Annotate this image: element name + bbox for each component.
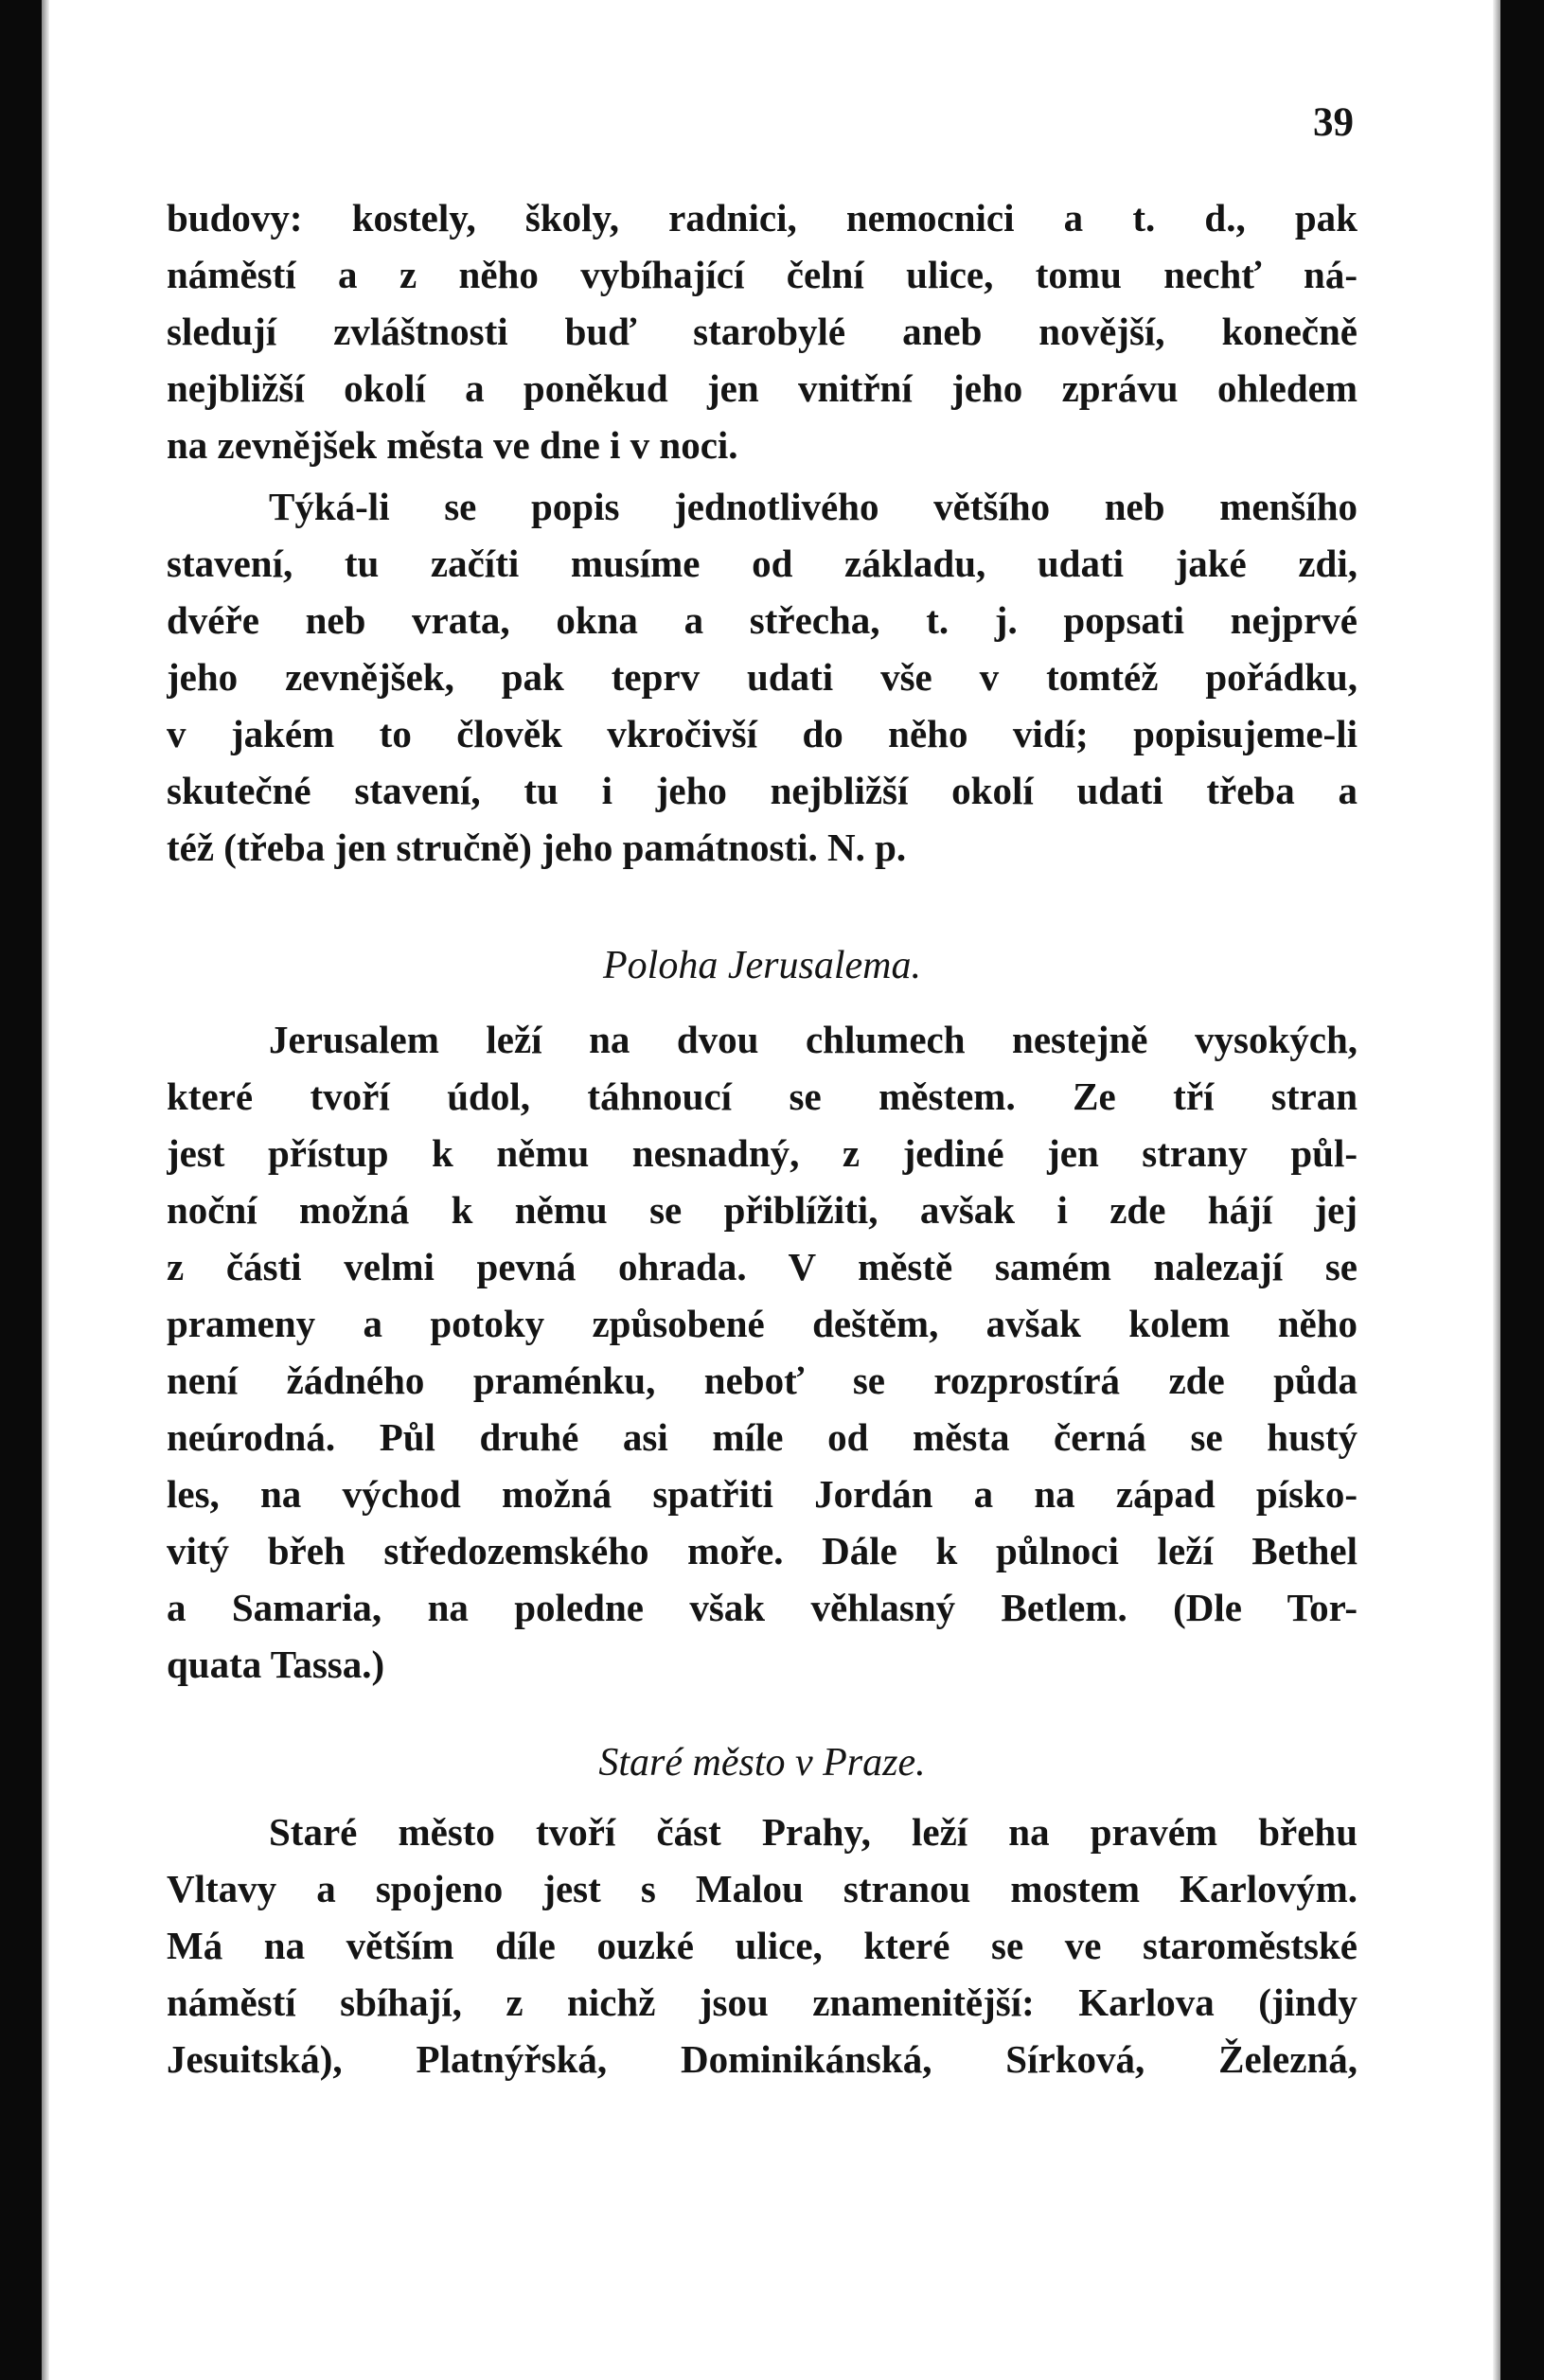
text-line: les, na východ možná spatřiti Jordán a na západ písko- <box>167 1472 1358 1516</box>
text-line: na zevnějšek města ve dne i v noci. <box>167 423 738 467</box>
text-line: jeho zevnějšek, pak teprv udati vše v tomtéž pořádku, <box>167 655 1358 699</box>
text-line: vitý břeh středozemského moře. Dále k půlnoci leží Bethel <box>167 1529 1358 1572</box>
section-body-jerusalem <box>167 1011 1358 1693</box>
page-number: 39 <box>1313 100 1354 145</box>
scan-border-left-shadow <box>42 0 49 2380</box>
section-heading-jerusalem: Poloha Jerusalema. <box>603 944 921 987</box>
text-line: stavení, tu začíti musíme od základu, udati jaké zdi, <box>167 542 1358 585</box>
text-line: quata Tassa.) <box>167 1643 385 1686</box>
scan-border-left <box>0 0 42 2380</box>
text-line: dvéře neb vrata, okna a střecha, t. j. popsati nejprvé <box>167 598 1358 642</box>
text-line: náměstí sbíhají, z nichž jsou znamenitější: Karlova (jindy <box>167 1980 1358 2024</box>
text-line: prameny a potoky způsobené deštěm, avšak kolem něho <box>167 1302 1358 1345</box>
text-line: budovy: kostely, školy, radnici, nemocnici a t. d., pak <box>167 196 1358 240</box>
text-line: Vltavy a spojeno jest s Malou stranou mostem Karlovým. <box>167 1867 1358 1910</box>
text-line: jest přístup k němu nesnadný, z jediné jen strany půl- <box>167 1131 1358 1175</box>
paragraph-description <box>167 478 1358 876</box>
text-line: noční možná k němu se přiblížiti, avšak i zde hájí jej <box>167 1188 1358 1232</box>
text-line: nejbližší okolí a poněkud jen vnitřní jeho zprávu ohledem <box>167 366 1358 410</box>
text-line: Jesuitská), Platnýřská, Dominikánská, Sírková, Železná, <box>167 2037 1358 2081</box>
intro-paragraph <box>167 189 1358 473</box>
text-line: Staré město tvoří část Prahy, leží na pravém břehu <box>269 1810 1358 1854</box>
section-heading-prague: Staré město v Praze. <box>598 1741 926 1785</box>
text-line: náměstí a z něho vybíhající čelní ulice, tomu nechť ná- <box>167 253 1358 296</box>
text-line: Jerusalem leží na dvou chlumech nestejně vysokých, <box>269 1018 1358 1061</box>
text-line: z části velmi pevná ohrada. V městě samém nalezají se <box>167 1245 1358 1288</box>
text-line: též (třeba jen stručně) jeho památnosti. N. p. <box>167 826 907 869</box>
section-body-prague <box>167 1803 1358 2087</box>
text-line: a Samaria, na poledne však věhlasný Betlem. (Dle Tor- <box>167 1586 1358 1629</box>
scan-border-right <box>1500 0 1544 2380</box>
text-line: Týká-li se popis jednotlivého většího neb menšího <box>269 485 1358 528</box>
text-line: v jakém to člověk vkročivší do něho vidí; popisujeme-li <box>167 712 1358 755</box>
text-line: Má na větším díle ouzké ulice, které se ve staroměstské <box>167 1924 1358 1967</box>
scan-border-right-shadow <box>1493 0 1500 2380</box>
text-line: sledují zvláštnosti buď starobylé aneb novější, konečně <box>167 310 1358 353</box>
text-line: není žádného praménku, neboť se rozprostírá zde půda <box>167 1359 1358 1402</box>
text-line: skutečné stavení, tu i jeho nejbližší okolí udati třeba a <box>167 769 1358 812</box>
text-line: neúrodná. Půl druhé asi míle od města černá se hustý <box>167 1415 1358 1459</box>
text-line: které tvoří údol, táhnoucí se městem. Ze tří stran <box>167 1075 1358 1118</box>
